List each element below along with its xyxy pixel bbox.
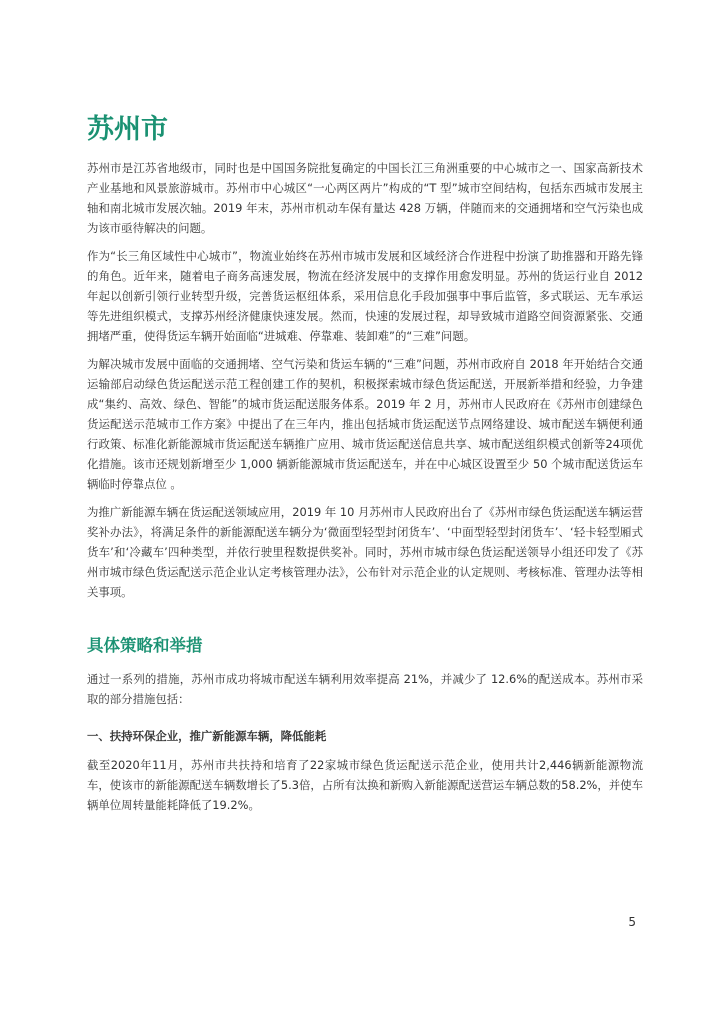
page-number: 5 bbox=[628, 915, 636, 929]
subsection-body: 截至2020年11月，苏州市共扶持和培育了22家城市绿色货运配送示范企业，使用共计2,446辆新能源物流车，使该市的新能源配送车辆数增长了5.3倍，占所有汰换和新购入新能源配送营运车辆总数的58.2%，并使车辆单位周转量能耗降低了19.2%。 bbox=[87, 758, 643, 812]
page-content bbox=[87, 108, 643, 815]
subsection-heading: 一、扶持环保企业，推广新能源车辆，降低能耗 bbox=[87, 729, 327, 743]
section-intro: 通过一系列的措施，苏州市成功将城市配送车辆利用效率提高 21%，并减少了 12.6%的配送成本。苏州市采取的部分措施包括： bbox=[87, 672, 643, 706]
paragraph-intro: 苏州市是江苏省地级市，同时也是中国国务院批复确定的中国长江三角洲重要的中心城市之一、国家高新技术产业基地和风景旅游城市。苏州市中心城区“一心两区两片”构成的“T 型”城市空间结构，包括东西城市发展主轴和南北城市发展次轴。2019 年末，苏州市机动车保有量达 428 万辆，伴随而来的交通拥堵和空气污染也成为该市亟待解决的问题。 bbox=[87, 161, 643, 235]
paragraph-logistics: 作为“长三角区域性中心城市”，物流业始终在苏州市城市发展和区域经济合作进程中扮演了助推器和开路先锋的角色。近年来，随着电子商务高速发展，物流在经济发展中的支撑作用愈发明显。苏州的货运行业自 2012 年起以创新引领行业转型升级，完善货运枢纽体系，采用信息化手段加强事中事后监管，多式联运、无车承运等先进组织模式，支撑苏州经济健康快速发展。然而，快速的发展过程，却导致城市道路空间资源紧张、交通拥堵严重，使得货运车辆开始面临“进城难、停靠难、装卸难”的“三难”问题。 bbox=[87, 249, 643, 343]
page-title: 苏州市 bbox=[87, 114, 168, 145]
section-heading: 具体策略和举措 bbox=[87, 636, 203, 655]
paragraph-subsidy: 为推广新能源车辆在货运配送领域应用，2019 年 10 月苏州市人民政府出台了《苏州市绿色货运配送车辆运营奖补办法》，将满足条件的新能源配送车辆分为‘微面型轻型封闭货车’、‘中面型轻型封闭货车’、‘轻卡轻型厢式货车’和‘冷藏车’四种类型，并依行驶里程数提供奖补。同时，苏州市城市绿色货运配送领导小组还印发了《苏州市城市绿色货运配送示范企业认定考核管理办法》，公布针对示范企业的认定规则、考核标准、管理办法等相关事项。 bbox=[87, 505, 643, 599]
paragraph-measures: 为解决城市发展中面临的交通拥堵、空气污染和货运车辆的“三难”问题，苏州市政府自 2018 年开始结合交通运输部启动绿色货运配送示范工程创建工作的契机，积极探索城市绿色货运配送，开展新举措和经验，力争建成“集约、高效、绿色、智能”的城市货运配送服务体系。2019 年 2 月，苏州市人民政府在《苏州市创建绿色货运配送示范城市工作方案》中提出了在三年内，推出包括城市货运配送节点网络建设、城市配送车辆便利通行政策、标准化新能源城市货运配送车辆推广应用、城市货运配送信息共享、城市配送组织模式创新等24项优化措施。该市还规划新增至少 1,000 辆新能源城市货运配送车，并在中心城区设置至少 50 个城市配送货运车辆临时停靠点位 。 bbox=[87, 357, 643, 491]
